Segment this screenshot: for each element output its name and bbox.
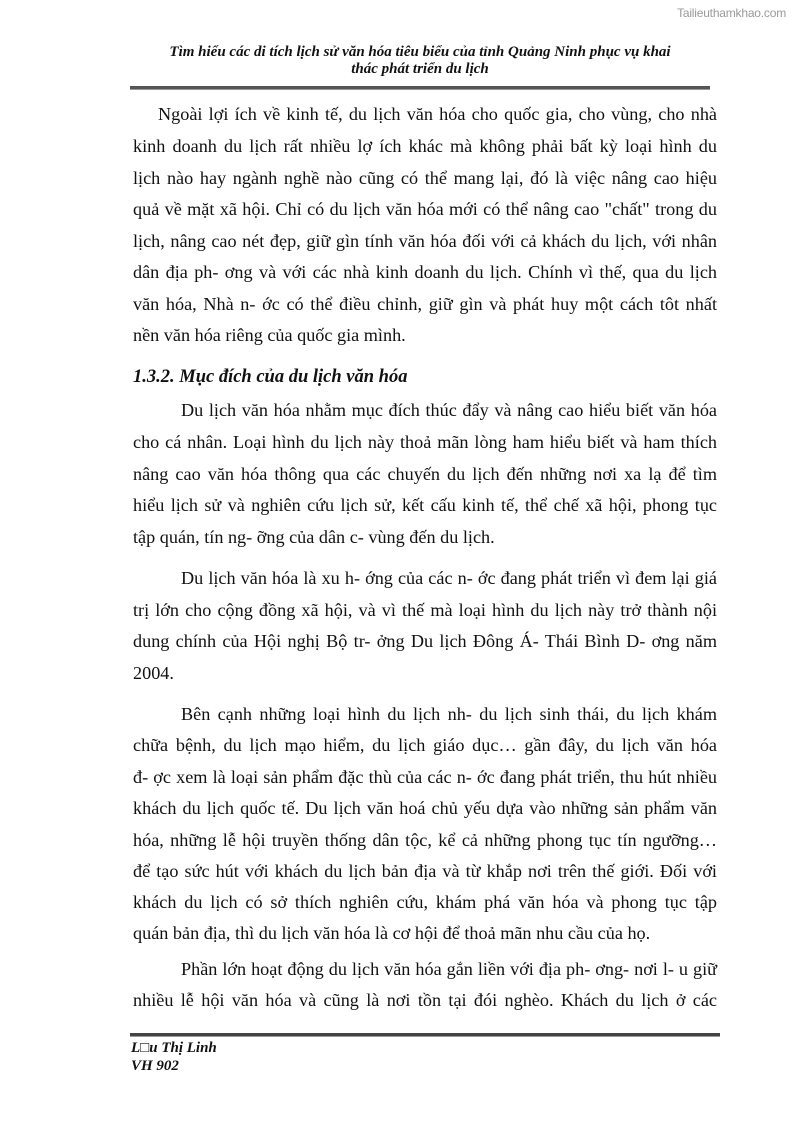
header-title-line-1: Tìm hiểu các di tích lịch sử văn hóa tiêu biểu của tỉnh Quảng Ninh phục vụ khai: [169, 44, 671, 60]
text-line: khách du lịch quốc tế. Du lịch văn hoá chủ yếu dựa vào những sản phẩm văn: [133, 798, 717, 818]
text-line: cho cá nhân. Loại hình du lịch này thoả mãn lòng ham hiểu biết và ham thích: [133, 432, 717, 452]
text-line: lịch, nâng cao nét đẹp, giữ gìn tính văn hóa đối với cả khách du lịch, với nhân: [133, 231, 717, 251]
text-line: Ngoài lợi ích về kinh tế, du lịch văn hóa cho quốc gia, cho vùng, cho nhà: [158, 104, 717, 124]
text-line: quán bản địa, thì du lịch văn hóa là cơ hội để thoả mãn nhu cầu của họ.: [133, 923, 651, 943]
text-line: để tạo sức hút với khách du lịch bản địa và từ khắp nơi trên thế giới. Đối với: [133, 861, 717, 881]
text-line: dân địa ph- ơng và với các nhà kinh doanh du lịch. Chính vì thế, qua du lịch: [133, 262, 717, 282]
text-line: trị lớn cho cộng đồng xã hội, và vì thế mà loại hình du lịch này trở thành nội: [133, 600, 717, 620]
running-header-title: [130, 44, 710, 78]
watermark: Tailieuthamkhao.com: [677, 6, 786, 20]
text-line: Du lịch văn hóa là xu h- ớng của các n- ớc đang phát triển vì đem lại giá: [181, 568, 717, 588]
text-line: nhiều lễ hội văn hóa và cũng là nơi tồn tại đói nghèo. Khách du lịch ở các: [133, 990, 717, 1010]
text-line: Bên cạnh những loại hình du lịch nh- du lịch sinh thái, du lịch khám: [181, 704, 717, 724]
footer-divider: [130, 1033, 720, 1037]
text-line: kinh doanh du lịch rất nhiều lợ ích khác mà không phải bất kỳ loại hình du: [133, 136, 717, 156]
section-heading: 1.3.2. Mục đích của du lịch văn hóa: [133, 367, 408, 387]
text-line: Phần lớn hoạt động du lịch văn hóa gắn liền với địa ph- ơng- nơi l- u giữ: [181, 959, 717, 979]
header-divider: [130, 86, 710, 90]
text-line: chữa bệnh, du lịch mạo hiểm, du lịch giáo dục… gần đây, du lịch văn hóa: [133, 735, 717, 755]
text-line: dung chính của Hội nghị Bộ tr- ởng Du lịch Đông Á- Thái Bình D- ơng năm: [133, 631, 717, 651]
text-line: tập quán, tín ng- ỡng của dân c- vùng đến du lịch.: [133, 527, 495, 547]
footer-class-code: VH 902: [131, 1058, 179, 1074]
text-line: lịch nào hay ngành nghề nào cũng có thể mang lại, đó là việc nâng cao hiệu: [133, 168, 717, 188]
text-line: Du lịch văn hóa nhằm mục đích thúc đẩy và nâng cao hiểu biết văn hóa: [181, 400, 717, 420]
text-line: nền văn hóa riêng của quốc gia mình.: [133, 325, 406, 345]
text-line: hóa, những lễ hội truyền thống dân tộc, kể cả những phong tục tín ngưỡng…: [133, 830, 717, 850]
text-line: hiểu lịch sử và nghiên cứu lịch sử, kết cấu kinh tế, thể chế xã hội, phong tục: [133, 495, 717, 515]
footer-author: L□u Thị Linh: [131, 1040, 217, 1056]
text-line: đ- ợc xem là loại sản phẩm đặc thù của các n- ớc đang phát triển, thu hút nhiều: [133, 767, 717, 787]
header-title-line-2: thác phát triển du lịch: [351, 61, 489, 77]
text-line: quả về mặt xã hội. Chỉ có du lịch văn hóa mới có thể nâng cao "chất" trong du: [133, 199, 717, 219]
text-line: khách du lịch có sở thích nghiên cứu, khám phá văn hóa và phong tục tập: [133, 892, 717, 912]
text-line: văn hóa, Nhà n- ớc có thể điều chỉnh, giữ gìn và phát huy một cách tôt nhất: [133, 294, 717, 314]
text-line: nâng cao văn hóa thông qua các chuyến du lịch đến những nơi xa lạ để tìm: [133, 464, 717, 484]
text-line: 2004.: [133, 663, 174, 683]
